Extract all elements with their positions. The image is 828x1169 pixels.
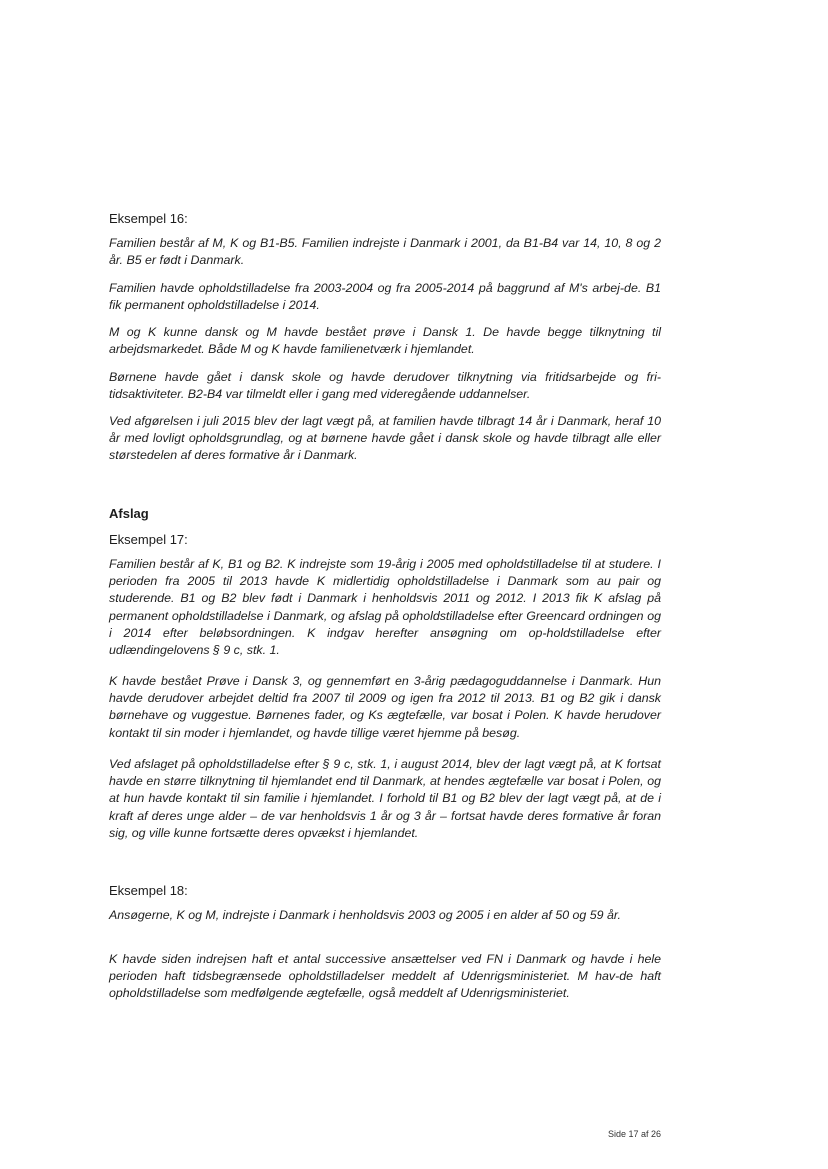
example-18-paragraph-2: K havde siden indrejsen haft et antal successive ansættelser ved FN i Danmark og havde i hele perioden haft tidsbegrænsede opholdstilladelser meddelt af Udenrigsministeriet. M hav-de haft opholdstilladelse som medfølgende ægtefælle, også meddelt af Udenrigsministeriet. [109, 952, 661, 1001]
example-18-paragraph-1: Ansøgerne, K og M, indrejste i Danmark i henholdsvis 2003 og 2005 i en alder af 50 og 59 år. [109, 908, 621, 922]
example-16-heading: Eksempel 16: [109, 211, 188, 226]
example-17-paragraph-3: Ved afslaget på opholdstilladelse efter § 9 c, stk. 1, i august 2014, blev der lagt vægt på, at K fortsat havde en større tilknytning til hjemlandet end til Danmark, at hendes ægtefælle var bosat i Polen, og at hun havde kontakt til sin familie i hjemlandet. I forhold til B1 og B2 blev der lagt vægt på, at de i kraft af deres unge alder – de var henholdsvis 1 år og 3 år – fortsat havde deres formative år foran sig, og ville kunne fortsætte deres opvækst i hjemlandet. [109, 757, 661, 840]
example-16-paragraph-4: Børnene havde gået i dansk skole og havde derudover tilknytning via fritidsarbejde og fri-tidsaktiviteter. B2-B4 var tilmeldt eller i gang med videregående uddannelser. [109, 370, 661, 402]
example-17-paragraph-2: K havde bestået Prøve i Dansk 3, og gennemført en 3-årig pædagoguddannelse i Danmark. Hun havde derudover arbejdet deltid fra 2007 til 2009 og igen fra 2012 til 2013. B1 og B2 gik i dansk børnehave og vuggestue. Børnenes fader, og Ks ægtefælle, var bosat i Polen. K havde herudover kontakt til sin moder i hjemlandet, og havde tillige været hjemme på besøg. [109, 674, 661, 740]
example-16-paragraph-2: Familien havde opholdstilladelse fra 2003-2004 og fra 2005-2014 på baggrund af M's arbej-de. B1 fik permanent opholdstilladelse i 2014. [109, 281, 661, 313]
page-number: Side 17 af 26 [607, 1129, 661, 1139]
section-title-afslag: Afslag [109, 506, 149, 521]
example-17-heading: Eksempel 17: [109, 532, 188, 547]
example-17-paragraph-1: Familien består af K, B1 og B2. K indrejste som 19-årig i 2005 med opholdstilladelse til at studere. I perioden fra 2005 til 2013 havde K midlertidig opholdstilladelse i Danmark som au pair og studerende. B1 og B2 blev født i Danmark i henholdsvis 2011 og 2012. I 2013 fik K afslag på permanent opholdstilladelse i Danmark, og afslag på opholdstilladelse efter Greencard ordningen og i 2014 efter beløbsordningen. K indgav herefter ansøgning om op-holdstilladelse efter udlændingelovens § 9 c, stk. 1. [109, 557, 661, 658]
example-18-heading: Eksempel 18: [109, 883, 188, 898]
example-16-paragraph-5: Ved afgørelsen i juli 2015 blev der lagt vægt på, at familien havde tilbragt 14 år i Danmark, heraf 10 år med lovligt opholdsgrundlag, og at børnene havde gået i dansk skole og havde tilbragt alle eller størstedelen af deres formative år i Danmark. [109, 414, 661, 463]
example-16-paragraph-1: Familien består af M, K og B1-B5. Familien indrejste i Danmark i 2001, da B1-B4 var 14, 10, 8 og 2 år. B5 er født i Danmark. [109, 236, 661, 268]
example-16-paragraph-3: M og K kunne dansk og M havde bestået prøve i Dansk 1. De havde begge tilknytning til arbejdsmarkedet. Både M og K havde familienetværk i hjemlandet. [109, 325, 661, 357]
